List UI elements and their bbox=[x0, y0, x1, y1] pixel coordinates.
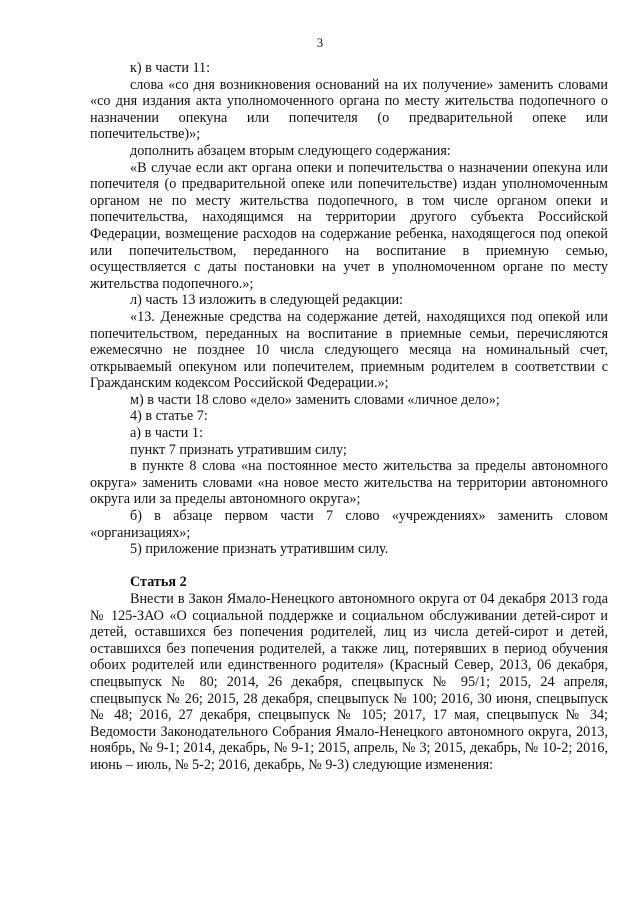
document-body bbox=[90, 60, 608, 774]
amendment-paragraph: а) в части 1: bbox=[130, 425, 203, 442]
article-heading: Статья 2 bbox=[130, 574, 187, 591]
amendment-paragraph: 5) приложение признать утратившим силу. bbox=[130, 541, 389, 558]
amendment-paragraph: 4) в статье 7: bbox=[130, 408, 208, 425]
page-number: 3 bbox=[316, 36, 324, 50]
amendment-paragraph: слова «со дня возникновения оснований на их получение» заменить словами «со дня издания акта уполномоченного органа по месту жительства подопечного о назначении опекуна или попечителя (о предварительной опеке или попечительстве)»; bbox=[90, 76, 608, 143]
amendment-paragraph: «13. Денежные средства на содержание детей, находящихся под опекой или попечительством, переданных на воспитание в приемные семьи, перечисляются ежемесячно не позднее 10 числа следующего месяца на номинальный счет, открываемый опекуном или попечителем, приемным родителем в соответствии с Гражданским кодексом Российской Федерации.»; bbox=[90, 308, 608, 392]
amendment-paragraph: м) в части 18 слово «дело» заменить словами «личное дело»; bbox=[130, 391, 500, 408]
amendment-paragraph: пункт 7 признать утратившим силу; bbox=[130, 441, 347, 458]
amendment-paragraph: к) в части 11: bbox=[130, 60, 211, 76]
amendment-paragraph: л) часть 13 изложить в следующей редакции: bbox=[130, 292, 403, 309]
amendment-paragraph: б) в абзаце первом части 7 слово «учреждениях» заменить словом «организациях»; bbox=[90, 508, 608, 541]
amendment-paragraph: в пункте 8 слова «на постоянное место жительства за пределы автономного округа» заменить словами «на новое место жительства на территории автономного округа или за пределы автономного округа»; bbox=[90, 458, 608, 508]
section-spacer bbox=[90, 558, 608, 575]
article-paragraph: Внести в Закон Ямало-Ненецкого автономного округа от 04 декабря 2013 года № 125-ЗАО «О социальной поддержке и социальном обслуживании детей-сирот и детей, оставшихся без попечения родителей, лиц из числа детей-сирот и детей, оставшихся без попечения родителей, а также лиц, потерявших в период обучения обоих родителей или единственного родителя» (Красный Север, 2013, 06 декабря, спецвыпуск № 80; 2014, 26 декабря, спецвыпуск № 95/1; 2015, 24 апреля, спецвыпуск № 26; 2015, 28 декабря, спецвыпуск № 100; 2016, 30 июня, спецвыпуск № 48; 2016, 27 декабря, спецвыпуск № 105; 2017, 17 мая, спецвыпуск № 34; Ведомости Законодательного Собрания Ямало-Ненецкого автономного округа, 2013, ноябрь, № 9-1; 2014, декабрь, № 9-1; 2015, апрель, № 3; 2015, декабрь, № 10-2; 2016, июнь – июль, № 5-2; 2016, декабрь, № 9-3) следующие изменения: bbox=[90, 591, 608, 773]
amendment-paragraph: «В случае если акт органа опеки и попечительства о назначении опекуна или попечителя (о предварительной опеке или попечительстве) издан уполномоченным органом не по месту жительства подопечного, в том числе органом опеки и попечительства, находящимся на территории другого субъекта Российской Федерации, возмещение расходов на содержание ребенка, находящегося под опекой или попечительством, переданного на воспитание в приемную семью, осуществляется с даты постановки на учет в уполномоченном органе по месту жительства подопечного.»; bbox=[90, 159, 608, 292]
amendment-paragraph: дополнить абзацем вторым следующего содержания: bbox=[130, 142, 451, 159]
